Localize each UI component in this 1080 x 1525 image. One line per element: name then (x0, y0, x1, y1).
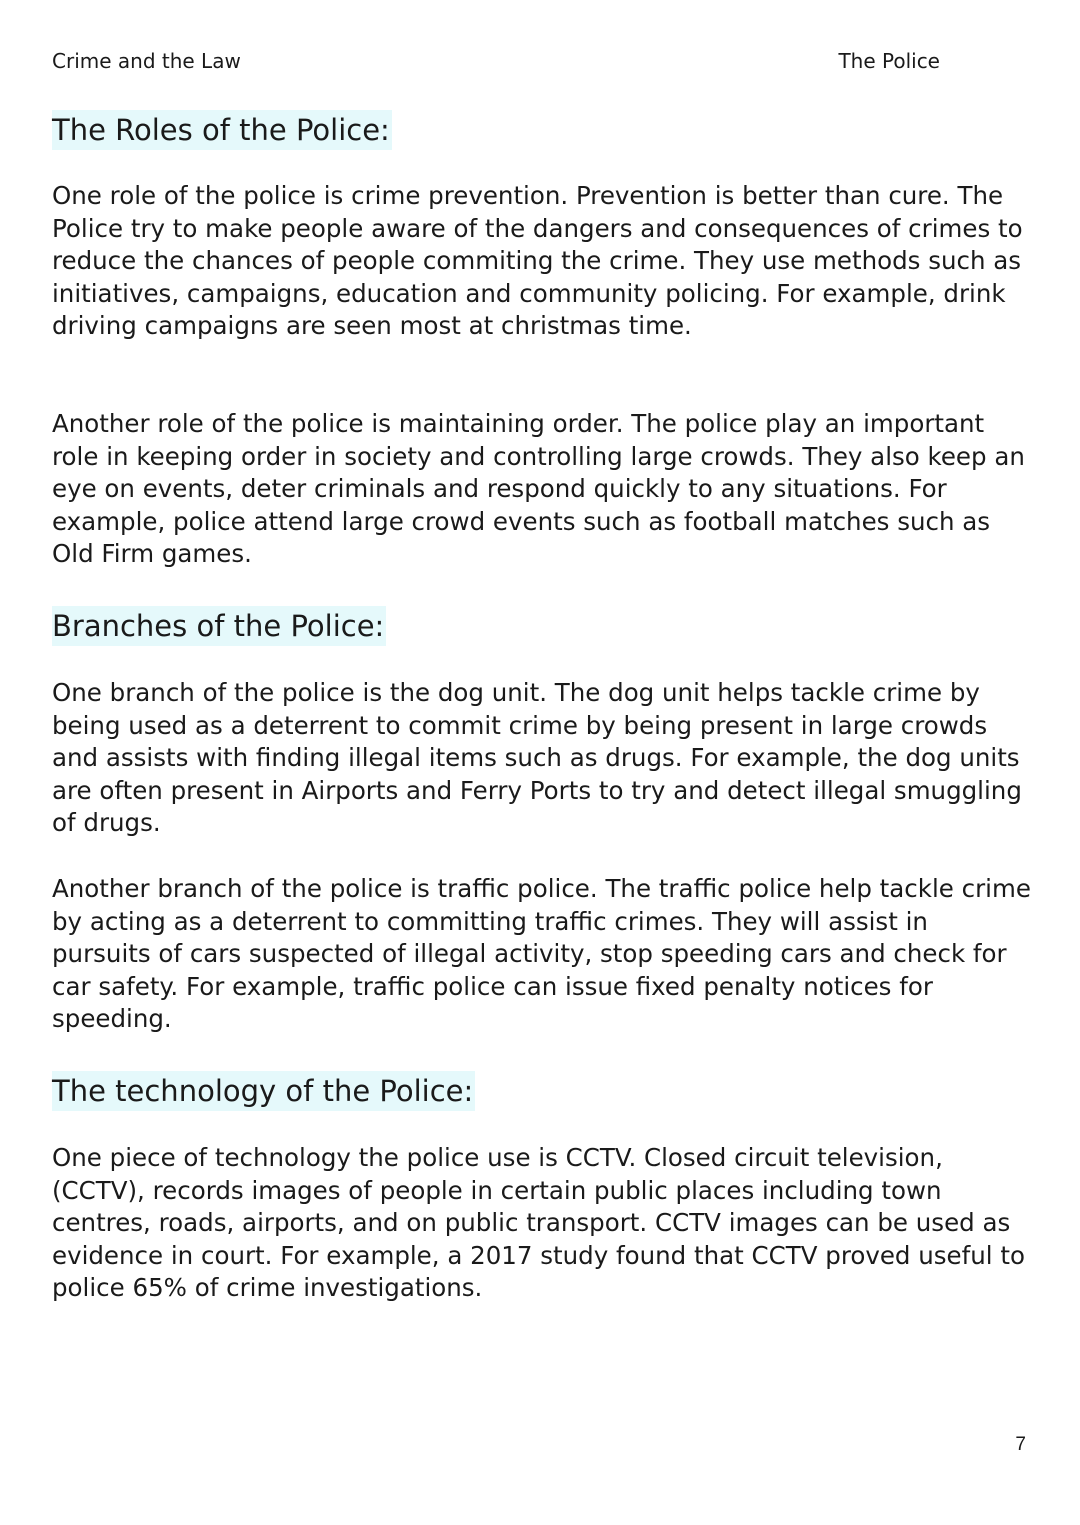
paragraph-maintaining-order: Another role of the police is maintaining order. The police play an important role in keeping order in society and controlling large crowds. They also keep an eye on events, deter criminals and respond quickly to any situations. For example, police attend large crowd events such as football matches such as Old Firm games. (52, 409, 1025, 569)
section-heading-roles: The Roles of the Police: (52, 110, 392, 150)
section-heading-branches: Branches of the Police: (52, 606, 386, 646)
page-number: 7 (1015, 1434, 1026, 1455)
section-heading-technology: The technology of the Police: (52, 1071, 475, 1111)
paragraph-dog-unit: One branch of the police is the dog unit. The dog unit helps tackle crime by being used as a deterrent to commit crime by being present in large crowds and assists with finding illegal items such as drugs. For example, the dog units are often present in Airports and Ferry Ports to try and detect illegal smuggling of drugs. (52, 678, 1022, 838)
header-section-title: The Police (838, 49, 940, 73)
header-document-title: Crime and the Law (52, 49, 241, 73)
paragraph-crime-prevention: One role of the police is crime prevention. Prevention is better than cure. The Police try to make people aware of the dangers and consequences of crimes to reduce the chances of people commiting the crime. They use methods such as initiatives, campaigns, education and community policing. For example, drink driving campaigns are seen most at christmas time. (52, 181, 1023, 341)
paragraph-traffic-police: Another branch of the police is traffic police. The traffic police help tackle crime by acting as a deterrent to committing traffic crimes. They will assist in pursuits of cars suspected of illegal activity, stop speeding cars and check for car safety. For example, traffic police can issue fixed penalty notices for speeding. (52, 874, 1031, 1034)
paragraph-cctv: One piece of technology the police use is CCTV. Closed circuit television, (CCTV), records images of people in certain public places including town centres, roads, airports, and on public transport. CCTV images can be used as evidence in court. For example, a 2017 study found that CCTV proved useful to police 65% of crime investigations. (52, 1143, 1025, 1303)
